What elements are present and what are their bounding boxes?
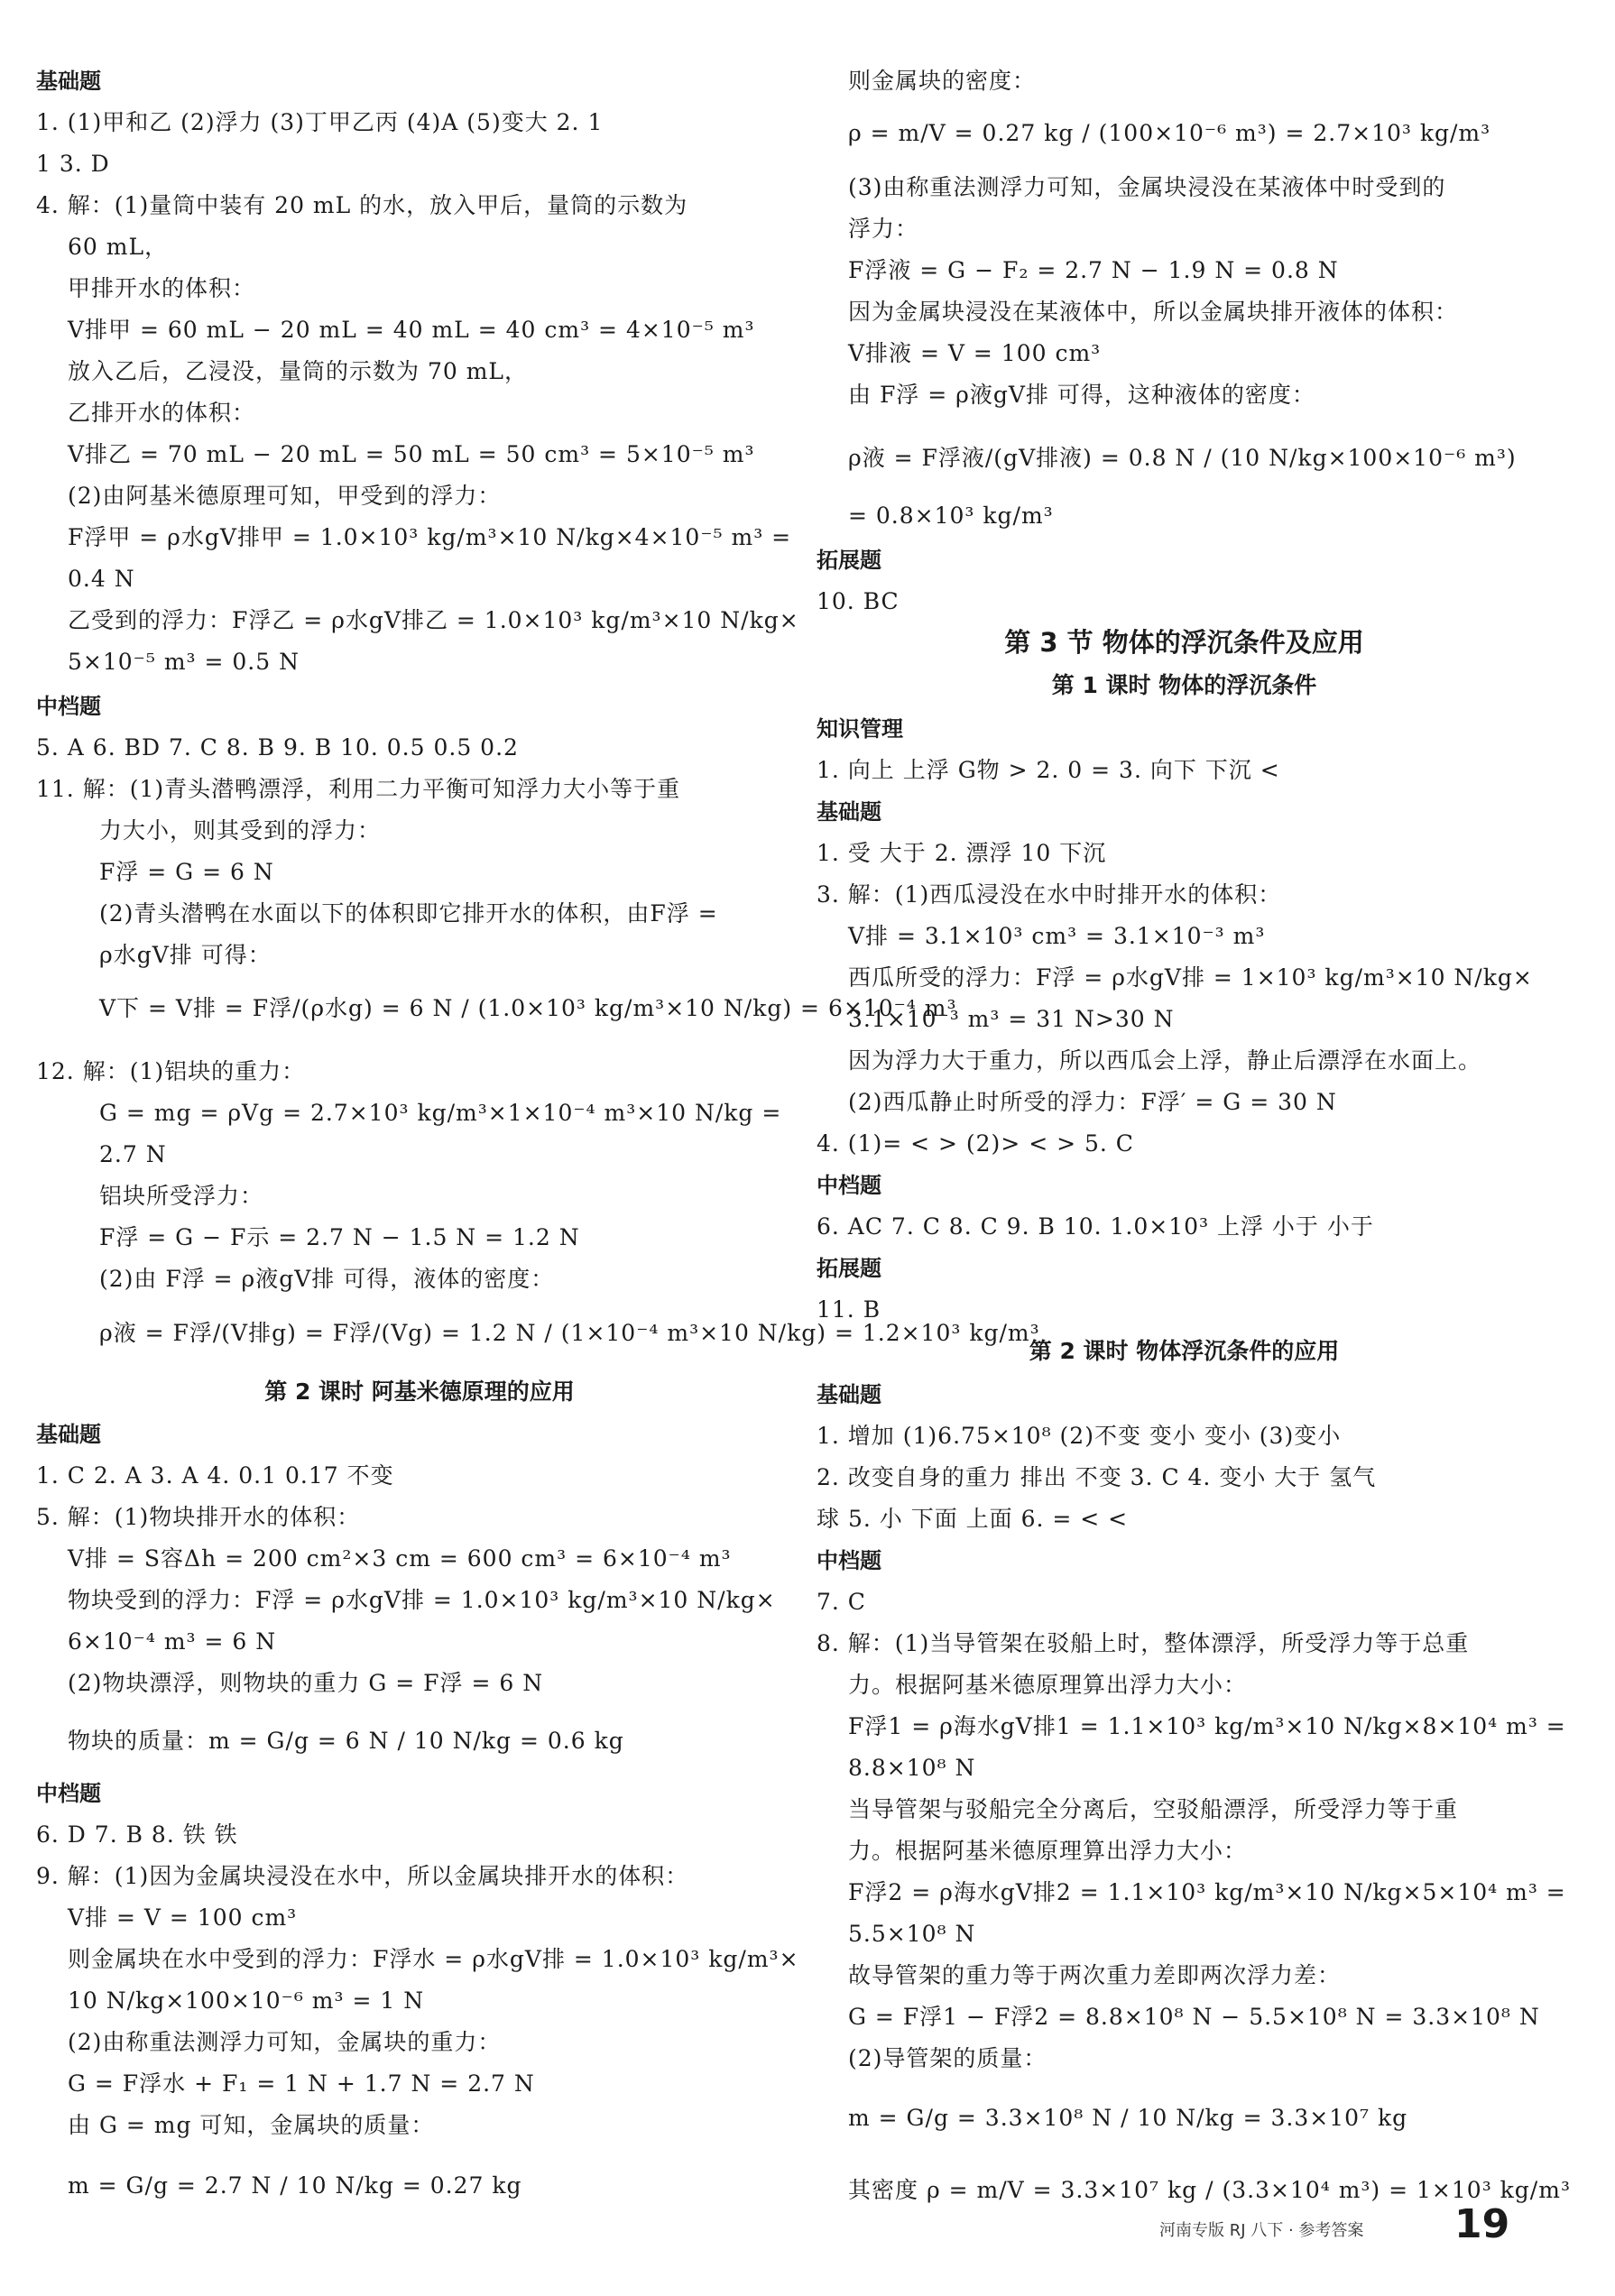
formula-line: 2.7 N (99, 1141, 167, 1167)
formula-line: G = mg = ρVg = 2.7×10³ kg/m³×1×10⁻⁴ m³×10 N/kg = (99, 1100, 782, 1126)
answer-line: 浮力： (848, 216, 919, 242)
answer-line: 故导管架的重力等于两次重力差即两次浮力差： (848, 1962, 1342, 1988)
section-label: 中档题 (36, 1781, 101, 1806)
formula-line: 5.5×10⁸ N (848, 1921, 976, 1947)
section-label: 基础题 (36, 69, 101, 94)
section-label: 知识管理 (817, 716, 903, 742)
answer-line: 1. 向上 上浮 G物 > 2. 0 = 3. 向下 下沉 < (817, 757, 1280, 783)
answer-line: (2)由称重法测浮力可知，金属块的重力： (68, 2029, 502, 2055)
answer-line: 7. C (817, 1589, 866, 1615)
lesson-title: 第 1 课时 物体的浮沉条件 (1051, 672, 1317, 698)
formula-line: V下 = V排 = F浮/(ρ水g) = 6 N / (1.0×10³ kg/m³×10 N/kg) = 6×10⁻⁴ m³ (99, 995, 957, 1021)
answer-line: 由 G = mg 可知，金属块的质量： (68, 2112, 435, 2138)
answer-line: 由 F浮 = ρ液gV排 可得，这种液体的密度： (848, 382, 1315, 408)
lesson-title: 第 2 课时 物体浮沉条件的应用 (1029, 1338, 1340, 1364)
formula-line: 8.8×10⁸ N (848, 1755, 976, 1781)
formula-line: 5×10⁻⁵ m³ = 0.5 N (68, 649, 300, 675)
answer-line: 放入乙后，乙浸没，量筒的示数为 70 mL， (68, 358, 529, 384)
answer-line: (2)青头潜鸭在水面以下的体积即它排开水的体积，由F浮 = (99, 900, 718, 927)
formula-line: m = G/g = 2.7 N / 10 N/kg = 0.27 kg (68, 2172, 522, 2199)
answer-line: ρ水gV排 可得： (99, 942, 272, 968)
formula-line: 西瓜所受的浮力：F浮 = ρ水gV排 = 1×10³ kg/m³×10 N/kg× (848, 964, 1533, 991)
answer-line: (2)导管架的质量： (848, 2045, 1047, 2071)
formula-line: 物块的质量：m = G/g = 6 N / 10 N/kg = 0.6 kg (68, 1728, 624, 1754)
answer-line: 球 5. 小 下面 上面 6. = < < (817, 1506, 1129, 1532)
formula-line: F浮液 = G − F₂ = 2.7 N − 1.9 N = 0.8 N (848, 257, 1339, 283)
answer-line: 4. 解：(1)量筒中装有 20 mL 的水，放入甲后，量筒的示数为 (36, 192, 688, 218)
answer-line: 当导管架与驳船完全分离后，空驳船漂浮，所受浮力等于重 (848, 1796, 1459, 1822)
formula-line: V排 = V = 100 cm³ (68, 1904, 298, 1931)
formula-line: ρ = m/V = 0.27 kg / (100×10⁻⁶ m³) = 2.7×10³ kg/m³ (848, 120, 1491, 146)
answer-line: 1. C 2. A 3. A 4. 0.1 0.17 不变 (36, 1462, 394, 1489)
formula-line: 10 N/kg×100×10⁻⁶ m³ = 1 N (68, 1987, 425, 2014)
formula-line: V排液 = V = 100 cm³ (848, 340, 1102, 366)
answer-line: 4. (1)= < > (2)> < > 5. C (817, 1130, 1134, 1157)
answer-line: 力。根据阿基米德原理算出浮力大小： (848, 1672, 1248, 1698)
formula-line: = 0.8×10³ kg/m³ (848, 503, 1054, 529)
answer-line: 12. 解：(1)铝块的重力： (36, 1058, 306, 1084)
answer-line: 9. 解：(1)因为金属块浸没在水中，所以金属块排开水的体积： (36, 1863, 689, 1889)
answer-line: 乙排开水的体积： (68, 400, 256, 426)
answer-line: 5. 解：(1)物块排开水的体积： (36, 1504, 361, 1530)
section-label: 基础题 (817, 799, 881, 825)
formula-line: ρ液 = F浮液/(gV排液) = 0.8 N / (10 N/kg×100×10⁻⁶ m³) (848, 445, 1517, 471)
page-number: 19 (1454, 2201, 1510, 2247)
formula-line: 6×10⁻⁴ m³ = 6 N (68, 1628, 277, 1655)
formula-line: (2)西瓜静止时所受的浮力：F浮′ = G = 30 N (848, 1089, 1337, 1115)
section-label: 拓展题 (817, 1256, 881, 1281)
formula-line: 物块受到的浮力：F浮 = ρ水gV排 = 1.0×10³ kg/m³×10 N/kg× (68, 1587, 776, 1613)
answer-line: 甲排开水的体积： (68, 275, 256, 301)
answer-line: (2)由阿基米德原理可知，甲受到的浮力： (68, 483, 502, 509)
answer-line: 铝块所受浮力： (99, 1183, 264, 1209)
section-label: 基础题 (817, 1382, 881, 1407)
formula-line: G = F浮1 − F浮2 = 8.8×10⁸ N − 5.5×10⁸ N = 3.3×10⁸ N (848, 2004, 1540, 2030)
formula-line: V排 = S容Δh = 200 cm²×3 cm = 600 cm³ = 6×10⁻⁴ m³ (68, 1545, 732, 1572)
answer-line: 力大小，则其受到的浮力： (99, 817, 382, 844)
answer-line: 1. 受 大于 2. 漂浮 10 下沉 (817, 840, 1107, 866)
formula-line: 3.1×10⁻³ m³ = 31 N>30 N (848, 1006, 1175, 1032)
answer-line: 1 3. D (36, 151, 110, 177)
section-label: 基础题 (36, 1422, 101, 1447)
formula-line: ρ液 = F浮/(V排g) = F浮/(Vg) = 1.2 N / (1×10⁻⁴ m³×10 N/kg) = 1.2×10³ kg/m³ (99, 1320, 1040, 1346)
answer-line: 10. BC (817, 588, 900, 614)
section-label: 中档题 (817, 1173, 881, 1198)
footer-label: 河南专版 RJ 八下 · 参考答案 (1159, 2221, 1364, 2240)
formula-line: V排 = 3.1×10³ cm³ = 3.1×10⁻³ m³ (848, 923, 1266, 949)
answer-line: 11. B (817, 1296, 881, 1323)
formula-line: m = G/g = 3.3×10⁸ N / 10 N/kg = 3.3×10⁷ kg (848, 2105, 1408, 2131)
answer-line: (3)由称重法测浮力可知，金属块浸没在某液体中时受到的 (848, 174, 1446, 200)
answer-line: 因为金属块浸没在某液体中，所以金属块排开液体的体积： (848, 299, 1459, 325)
formula-line: 则金属块在水中受到的浮力：F浮水 = ρ水gV排 = 1.0×10³ kg/m³× (68, 1946, 799, 1972)
formula-line: 0.4 N (68, 566, 135, 592)
answer-line: 8. 解：(1)当导管架在驳船上时，整体漂浮，所受浮力等于总重 (817, 1630, 1470, 1656)
formula-line: F浮 = G − F示 = 2.7 N − 1.5 N = 1.2 N (99, 1224, 580, 1250)
answer-line: 力。根据阿基米德原理算出浮力大小： (848, 1838, 1248, 1864)
formula-line: G = F浮水 + F₁ = 1 N + 1.7 N = 2.7 N (68, 2070, 535, 2097)
formula-line: V排乙 = 70 mL − 20 mL = 50 mL = 50 cm³ = 5×10⁻⁵ m³ (68, 441, 755, 467)
answer-line: 1. (1)甲和乙 (2)浮力 (3)丁甲乙丙 (4)A (5)变大 2. 1 (36, 109, 604, 135)
formula-line: V排甲 = 60 mL − 20 mL = 40 mL = 40 cm³ = 4×10⁻⁵ m³ (68, 317, 755, 343)
answer-line: 5. A 6. BD 7. C 8. B 9. B 10. 0.5 0.5 0.2 (36, 734, 519, 761)
answer-line: 2. 改变自身的重力 排出 不变 3. C 4. 变小 大于 氢气 (817, 1464, 1377, 1490)
answer-line: 6. D 7. B 8. 铁 铁 (36, 1821, 238, 1848)
formula-line: F浮2 = ρ海水gV排2 = 1.1×10³ kg/m³×10 N/kg×5×10⁴ m³ = (848, 1879, 1566, 1905)
answer-line: (2)物块漂浮，则物块的重力 G = F浮 = 6 N (68, 1670, 544, 1696)
formula-line: F浮 = G = 6 N (99, 859, 274, 885)
answer-line: 6. AC 7. C 8. C 9. B 10. 1.0×10³ 上浮 小于 小于 (817, 1213, 1374, 1240)
answer-line: 60 mL， (68, 234, 169, 260)
section-title: 第 3 节 物体的浮沉条件及应用 (1004, 627, 1364, 658)
answer-line: 1. 增加 (1)6.75×10⁸ (2)不变 变小 变小 (3)变小 (817, 1423, 1342, 1449)
answer-line: 3. 解：(1)西瓜浸没在水中时排开水的体积： (817, 881, 1282, 908)
formula-line: 其密度 ρ = m/V = 3.3×10⁷ kg / (3.3×10⁴ m³) = 1×10³ kg/m³ (848, 2177, 1571, 2203)
answer-line: 11. 解：(1)青头潜鸭漂浮，利用二力平衡可知浮力大小等于重 (36, 776, 681, 802)
answer-line: 因为浮力大于重力，所以西瓜会上浮，静止后漂浮在水面上。 (848, 1047, 1482, 1074)
answer-line: 则金属块的密度： (848, 68, 1037, 94)
formula-line: F浮甲 = ρ水gV排甲 = 1.0×10³ kg/m³×10 N/kg×4×10⁻⁵ m³ = (68, 524, 792, 550)
formula-line: F浮1 = ρ海水gV排1 = 1.1×10³ kg/m³×10 N/kg×8×10⁴ m³ = (848, 1713, 1566, 1739)
formula-line: 乙受到的浮力：F浮乙 = ρ水gV排乙 = 1.0×10³ kg/m³×10 N/kg× (68, 607, 799, 633)
section-label: 中档题 (36, 694, 101, 719)
section-label: 拓展题 (817, 548, 881, 573)
answer-line: (2)由 F浮 = ρ液gV排 可得，液体的密度： (99, 1266, 555, 1292)
section-label: 中档题 (817, 1548, 881, 1573)
lesson-title: 第 2 课时 阿基米德原理的应用 (264, 1379, 575, 1405)
